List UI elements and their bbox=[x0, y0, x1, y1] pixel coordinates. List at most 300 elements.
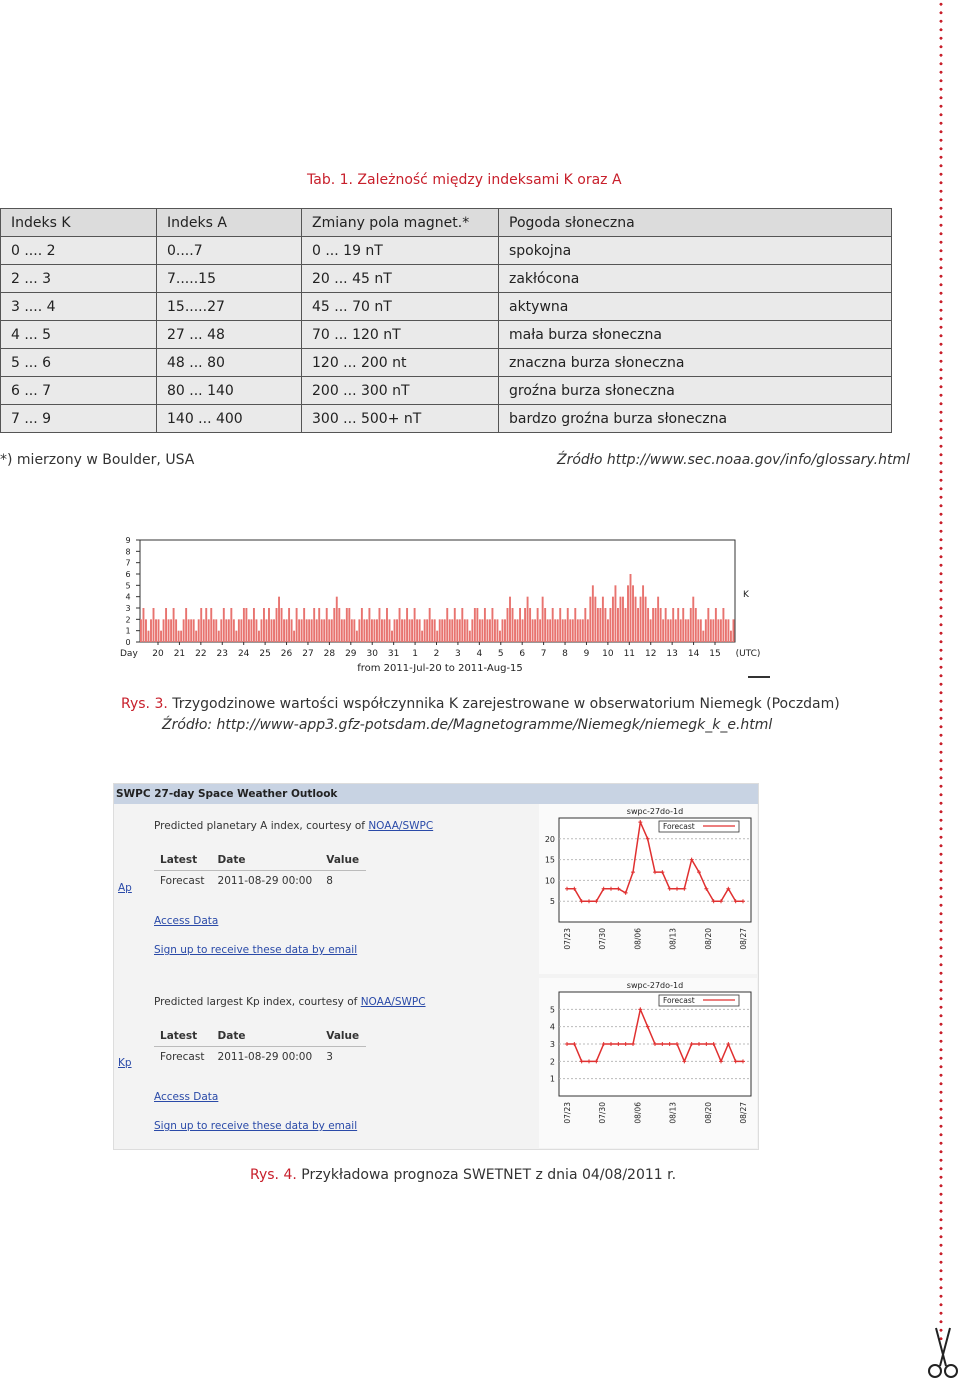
k-bar bbox=[614, 585, 616, 642]
k-bar bbox=[321, 619, 323, 642]
y-tick-label: 20 bbox=[544, 834, 555, 844]
kp-intro bbox=[154, 996, 426, 1008]
k-bar bbox=[368, 608, 370, 642]
k-bar bbox=[567, 608, 569, 642]
k-bar bbox=[687, 619, 689, 642]
k-bar bbox=[652, 608, 654, 642]
y-tick-label: 10 bbox=[544, 876, 555, 886]
header-pogoda: Pogoda słoneczna bbox=[499, 209, 892, 237]
x-tick-label: 07/23 bbox=[563, 928, 572, 950]
k-bar bbox=[338, 608, 340, 642]
cell: 0 ... 19 nT bbox=[302, 237, 499, 265]
k-bar bbox=[160, 631, 162, 642]
kp-latest-table bbox=[154, 1026, 366, 1067]
table-row bbox=[1, 321, 892, 349]
k-bar bbox=[245, 608, 247, 642]
table-row bbox=[1, 377, 892, 405]
k-bar bbox=[539, 619, 541, 642]
ap-signup-link[interactable]: Sign up to receive these data by email bbox=[154, 944, 358, 956]
k-bar bbox=[509, 597, 511, 642]
k-bar bbox=[409, 619, 411, 642]
k-bar bbox=[655, 608, 657, 642]
k-bar bbox=[386, 608, 388, 642]
k-bar bbox=[255, 619, 257, 642]
k-bar bbox=[346, 608, 348, 642]
k-bar bbox=[594, 597, 596, 642]
k-bar bbox=[266, 619, 268, 642]
k-bar bbox=[308, 619, 310, 642]
cell: 7.....15 bbox=[157, 265, 302, 293]
k-index-table bbox=[0, 208, 892, 433]
x-tick-label: 5 bbox=[497, 649, 504, 659]
k-bar bbox=[261, 619, 263, 642]
table-source: Źródło http://www.sec.noaa.gov/info/glossary.html bbox=[557, 452, 910, 468]
k-bar bbox=[208, 619, 210, 642]
ap-link[interactable]: Ap bbox=[118, 882, 132, 894]
k-bar bbox=[376, 619, 378, 642]
k-bar bbox=[416, 619, 418, 642]
k-bar bbox=[582, 619, 584, 642]
k-bar bbox=[642, 585, 644, 642]
k-bar bbox=[695, 608, 697, 642]
k-bar bbox=[562, 619, 564, 642]
table-row bbox=[1, 349, 892, 377]
k-bar bbox=[173, 608, 175, 642]
k-bar bbox=[461, 608, 463, 642]
k-bar bbox=[263, 608, 265, 642]
cell: 7 ... 9 bbox=[1, 405, 157, 433]
x-tick-label: 11 bbox=[623, 649, 636, 659]
k-bar bbox=[517, 619, 519, 642]
k-bar bbox=[469, 631, 471, 642]
x-tick-label: 29 bbox=[345, 649, 357, 659]
k-bar bbox=[660, 608, 662, 642]
cell: 70 ... 120 nT bbox=[302, 321, 499, 349]
k-bar bbox=[549, 619, 551, 642]
k-bar bbox=[323, 619, 325, 642]
x-axis-label: Day bbox=[120, 649, 138, 659]
ap-intro bbox=[154, 820, 433, 832]
k-bar bbox=[379, 608, 381, 642]
k-bar bbox=[544, 608, 546, 642]
k-bar bbox=[396, 619, 398, 642]
k-bar bbox=[572, 619, 574, 642]
k-bar bbox=[143, 608, 145, 642]
y-tick-label: 0 bbox=[125, 638, 131, 647]
k-bar bbox=[286, 619, 288, 642]
k-bar bbox=[220, 619, 222, 642]
x-tick-label: 3 bbox=[455, 649, 461, 659]
k-bar bbox=[394, 619, 396, 642]
x-tick-label: 23 bbox=[216, 649, 228, 659]
ap-row-label: Forecast bbox=[160, 875, 205, 887]
x-tick-label: 25 bbox=[259, 649, 271, 659]
k-bar bbox=[597, 608, 599, 642]
header-indeks-k: Indeks K bbox=[1, 209, 157, 237]
table-footnote: *) mierzony w Boulder, USA bbox=[0, 452, 195, 468]
x-tick-label: 08/20 bbox=[703, 928, 713, 950]
k-bar bbox=[384, 619, 386, 642]
k-bar bbox=[145, 619, 147, 642]
k-bar bbox=[632, 585, 634, 642]
cell: 27 ... 48 bbox=[157, 321, 302, 349]
k-bar bbox=[155, 619, 157, 642]
cell: 0....7 bbox=[157, 237, 302, 265]
k-bar bbox=[326, 608, 328, 642]
ap-row-date: 2011-08-29 00:00 bbox=[217, 875, 313, 887]
k-bar bbox=[727, 619, 729, 642]
cell: 15.....27 bbox=[157, 293, 302, 321]
k-bar bbox=[193, 619, 195, 642]
k-bar bbox=[358, 619, 360, 642]
k-bar bbox=[200, 608, 202, 642]
x-tick-label: 20 bbox=[152, 649, 164, 659]
k-bar bbox=[640, 597, 642, 642]
k-bar bbox=[602, 597, 604, 642]
chart-title: swpc-27do-1d bbox=[626, 981, 684, 990]
x-tick-label: 08/06 bbox=[633, 928, 643, 950]
k-bar bbox=[213, 619, 215, 642]
cell: 45 ... 70 nT bbox=[302, 293, 499, 321]
x-tick-label: 30 bbox=[366, 649, 378, 659]
k-bar bbox=[198, 619, 200, 642]
kp-row-value: 3 bbox=[326, 1051, 333, 1063]
k-bar bbox=[366, 619, 368, 642]
k-bar bbox=[569, 619, 571, 642]
k-bar bbox=[381, 619, 383, 642]
y-tick-label: 3 bbox=[125, 604, 131, 613]
x-tick-label: 12 bbox=[645, 649, 657, 659]
k-bar bbox=[489, 619, 491, 642]
k-bar bbox=[363, 619, 365, 642]
k-bar bbox=[150, 619, 152, 642]
k-bar bbox=[178, 631, 180, 642]
k-bar bbox=[298, 619, 300, 642]
table-row bbox=[1, 293, 892, 321]
x-tick-label: 8 bbox=[562, 649, 568, 659]
k-bar bbox=[609, 608, 611, 642]
x-tick-label: 08/13 bbox=[668, 928, 678, 950]
k-bar bbox=[454, 608, 456, 642]
cell: 200 ... 300 nT bbox=[302, 377, 499, 405]
k-bar bbox=[238, 619, 240, 642]
k-bar bbox=[353, 619, 355, 642]
k-bar bbox=[579, 619, 581, 642]
k-bar bbox=[564, 619, 566, 642]
k-bar bbox=[637, 608, 639, 642]
k-bar bbox=[215, 619, 217, 642]
k-bar bbox=[190, 619, 192, 642]
k-bar bbox=[441, 619, 443, 642]
k-bar bbox=[532, 619, 534, 642]
kp-access-data-link[interactable]: Access Data bbox=[154, 1091, 219, 1103]
table-row bbox=[1, 265, 892, 293]
k-bar bbox=[183, 619, 185, 642]
y-tick-label: 8 bbox=[125, 547, 131, 557]
k-bar bbox=[276, 608, 278, 642]
ap-forecast-chart bbox=[539, 804, 757, 974]
k-bar bbox=[700, 619, 702, 642]
legend-label: Forecast bbox=[663, 822, 695, 831]
cell: znaczna burza słoneczna bbox=[499, 349, 892, 377]
k-bar bbox=[625, 608, 627, 642]
k-bar bbox=[288, 608, 290, 642]
k-bar bbox=[486, 619, 488, 642]
k-bar bbox=[705, 619, 707, 642]
x-tick-label: 13 bbox=[666, 649, 678, 659]
k-bar bbox=[647, 608, 649, 642]
k-bar bbox=[627, 585, 629, 642]
k-bar bbox=[318, 608, 320, 642]
k-bar bbox=[210, 608, 212, 642]
k-bar bbox=[710, 619, 712, 642]
k-bar bbox=[399, 608, 401, 642]
k-bar bbox=[702, 631, 704, 642]
k-bar bbox=[431, 619, 433, 642]
table-row bbox=[1, 237, 892, 265]
k-bar bbox=[456, 619, 458, 642]
k-bar bbox=[635, 597, 637, 642]
x-tick-label: 27 bbox=[302, 649, 314, 659]
k-bar bbox=[343, 619, 345, 642]
fig3-caption-prefix: Rys. 3. bbox=[121, 696, 168, 712]
k-bar bbox=[715, 608, 717, 642]
k-bar bbox=[180, 631, 182, 642]
k-bar bbox=[617, 608, 619, 642]
x-tick-label: 08/27 bbox=[739, 1102, 748, 1124]
k-bar bbox=[306, 619, 308, 642]
y-tick-label: 7 bbox=[125, 558, 131, 568]
k-bar bbox=[278, 597, 280, 642]
k-bar bbox=[514, 619, 516, 642]
k-bar bbox=[301, 619, 303, 642]
cell: 6 ... 7 bbox=[1, 377, 157, 405]
k-bar bbox=[502, 619, 504, 642]
k-bar bbox=[459, 619, 461, 642]
k-bar bbox=[672, 608, 674, 642]
k-bar bbox=[153, 608, 155, 642]
cell: 140 ... 400 bbox=[157, 405, 302, 433]
k-bar bbox=[547, 619, 549, 642]
k-bar bbox=[336, 597, 338, 642]
k-bar bbox=[311, 619, 313, 642]
x-tick-label: 6 bbox=[519, 649, 526, 659]
k-bar bbox=[406, 608, 408, 642]
x-tick-label: 28 bbox=[323, 649, 336, 659]
k-bar bbox=[235, 631, 237, 642]
k-bar bbox=[281, 608, 283, 642]
y-tick-label: 5 bbox=[125, 581, 131, 591]
x-tick-label: 1 bbox=[412, 649, 418, 659]
y-tick-label: 2 bbox=[549, 1057, 555, 1067]
k-bar bbox=[258, 631, 260, 642]
chart-title: swpc-27do-1d bbox=[626, 807, 684, 816]
k-bar bbox=[148, 631, 150, 642]
x-tick-label: 07/30 bbox=[598, 1102, 608, 1124]
k-bar bbox=[268, 608, 270, 642]
header-indeks-a: Indeks A bbox=[157, 209, 302, 237]
k-bar bbox=[592, 585, 594, 642]
cell: aktywna bbox=[499, 293, 892, 321]
x-tick-label: 2 bbox=[433, 649, 440, 659]
k-bar bbox=[331, 619, 333, 642]
y-tick-label: 15 bbox=[544, 855, 555, 865]
k-bar bbox=[620, 597, 622, 642]
y-tick-label: 9 bbox=[125, 536, 131, 545]
cell: 3 .... 4 bbox=[1, 293, 157, 321]
k-bar bbox=[466, 619, 468, 642]
k-bar bbox=[348, 608, 350, 642]
k-bar bbox=[677, 608, 679, 642]
k-bar bbox=[341, 619, 343, 642]
fig4-caption-text: Przykładowa prognoza SWETNET z dnia 04/08/2011 r. bbox=[301, 1167, 677, 1183]
k-bar bbox=[722, 608, 724, 642]
fig3-source: Źródło: http://www-app3.gfz-potsdam.de/Magnetogramme/Niemegk/niemegk_k_e.html bbox=[162, 717, 773, 733]
k-bar bbox=[512, 608, 514, 642]
k-bar bbox=[163, 619, 165, 642]
x-tick-label: 9 bbox=[583, 649, 590, 659]
k-bar bbox=[404, 619, 406, 642]
k-bar bbox=[630, 574, 632, 642]
k-bar bbox=[522, 619, 524, 642]
k-bar bbox=[554, 619, 556, 642]
ap-latest-table bbox=[154, 850, 366, 891]
k-bar bbox=[667, 619, 669, 642]
k-bar bbox=[552, 608, 554, 642]
k-index-bar-chart bbox=[118, 535, 773, 685]
k-bar bbox=[248, 619, 250, 642]
k-bar bbox=[371, 619, 373, 642]
k-bar bbox=[645, 597, 647, 642]
table-header-row bbox=[1, 209, 892, 237]
cell: 120 ... 200 nt bbox=[302, 349, 499, 377]
cell: 80 ... 140 bbox=[157, 377, 302, 405]
k-bar bbox=[240, 619, 242, 642]
k-bar bbox=[316, 619, 318, 642]
k-bar bbox=[496, 619, 498, 642]
k-bar bbox=[205, 608, 207, 642]
k-bar bbox=[421, 631, 423, 642]
ap-row-value: 8 bbox=[326, 875, 333, 887]
k-bar bbox=[712, 619, 714, 642]
x-tick-label: 21 bbox=[173, 649, 186, 659]
k-bar bbox=[253, 608, 255, 642]
k-bar bbox=[271, 619, 273, 642]
k-bar bbox=[426, 619, 428, 642]
k-bar bbox=[559, 608, 561, 642]
k-bar bbox=[527, 597, 529, 642]
scissors-icon bbox=[926, 1322, 960, 1382]
k-bar bbox=[243, 608, 245, 642]
x-tick-label: 08/27 bbox=[739, 928, 748, 950]
k-bar bbox=[291, 619, 293, 642]
k-bar bbox=[170, 619, 172, 642]
k-bar bbox=[542, 597, 544, 642]
kp-intro-text: Predicted largest Kp index, courtesy of bbox=[154, 996, 361, 1008]
k-bar bbox=[474, 608, 476, 642]
k-bar bbox=[419, 619, 421, 642]
y-tick-label: 4 bbox=[125, 592, 131, 602]
cell: 20 ... 45 nT bbox=[302, 265, 499, 293]
k-bar bbox=[484, 608, 486, 642]
k-bar bbox=[446, 608, 448, 642]
fig3-caption bbox=[121, 696, 840, 712]
x-tick-label: 10 bbox=[602, 649, 614, 659]
k-bar bbox=[682, 608, 684, 642]
cell: groźna burza słoneczna bbox=[499, 377, 892, 405]
y-tick-label: 4 bbox=[549, 1022, 555, 1032]
k-bar bbox=[685, 619, 687, 642]
k-bar bbox=[732, 619, 734, 642]
k-bar bbox=[389, 619, 391, 642]
x-tick-label: 08/06 bbox=[633, 1102, 643, 1124]
k-bar bbox=[175, 619, 177, 642]
ap-noaa-link[interactable]: NOAA/SWPC bbox=[368, 820, 434, 832]
k-bar bbox=[429, 608, 431, 642]
y-tick-label: 5 bbox=[549, 1005, 555, 1015]
k-bar bbox=[436, 631, 438, 642]
k-bar bbox=[373, 619, 375, 642]
k-bar bbox=[680, 619, 682, 642]
k-bar bbox=[587, 619, 589, 642]
k-bar bbox=[471, 619, 473, 642]
k-bar bbox=[612, 597, 614, 642]
k-bar bbox=[604, 608, 606, 642]
k-bar bbox=[168, 619, 170, 642]
kp-signup-link[interactable]: Sign up to receive these data by email bbox=[154, 1120, 358, 1132]
table-row bbox=[1, 405, 892, 433]
fig4-caption-prefix: Rys. 4. bbox=[250, 1167, 297, 1183]
k-bar bbox=[499, 631, 501, 642]
k-bar bbox=[218, 631, 220, 642]
k-bar bbox=[228, 619, 230, 642]
legend-label: Forecast bbox=[663, 996, 695, 1005]
k-bar bbox=[622, 597, 624, 642]
kp-noaa-link[interactable]: NOAA/SWPC bbox=[360, 996, 426, 1008]
x-tick-label: 08/20 bbox=[703, 1102, 713, 1124]
y-tick-label: 5 bbox=[549, 897, 555, 907]
k-bar bbox=[557, 619, 559, 642]
k-bar bbox=[697, 619, 699, 642]
k-bar bbox=[195, 631, 197, 642]
cell: zakłócona bbox=[499, 265, 892, 293]
k-bar bbox=[449, 619, 451, 642]
k-bar bbox=[479, 619, 481, 642]
k-bar bbox=[670, 619, 672, 642]
ap-intro-text: Predicted planetary A index, courtesy of bbox=[154, 820, 369, 832]
x-tick-label: 31 bbox=[387, 649, 400, 659]
right-axis-label: K bbox=[743, 590, 749, 600]
x-tick-label: 24 bbox=[237, 649, 250, 659]
k-bar bbox=[665, 608, 667, 642]
k-bar bbox=[303, 608, 305, 642]
x-tick-label: 15 bbox=[709, 649, 721, 659]
y-tick-label: 6 bbox=[125, 570, 131, 579]
cell: mała burza słoneczna bbox=[499, 321, 892, 349]
kp-link[interactable]: Kp bbox=[118, 1057, 132, 1069]
x-tick-label: 07/30 bbox=[598, 928, 608, 950]
k-bar bbox=[717, 619, 719, 642]
cell: bardzo groźna burza słoneczna bbox=[499, 405, 892, 433]
y-tick-label: 2 bbox=[125, 615, 131, 625]
ap-access-data-link[interactable]: Access Data bbox=[154, 915, 219, 927]
k-bar bbox=[313, 608, 315, 642]
cell: 0 .... 2 bbox=[1, 237, 157, 265]
k-bar bbox=[481, 619, 483, 642]
fig3-caption-text: Trzygodzinowe wartości współczynnika K zarejestrowane w obserwatorium Niemegk (Poczdam) bbox=[172, 696, 840, 712]
y-tick-label: 3 bbox=[549, 1040, 555, 1049]
k-bar bbox=[296, 608, 298, 642]
